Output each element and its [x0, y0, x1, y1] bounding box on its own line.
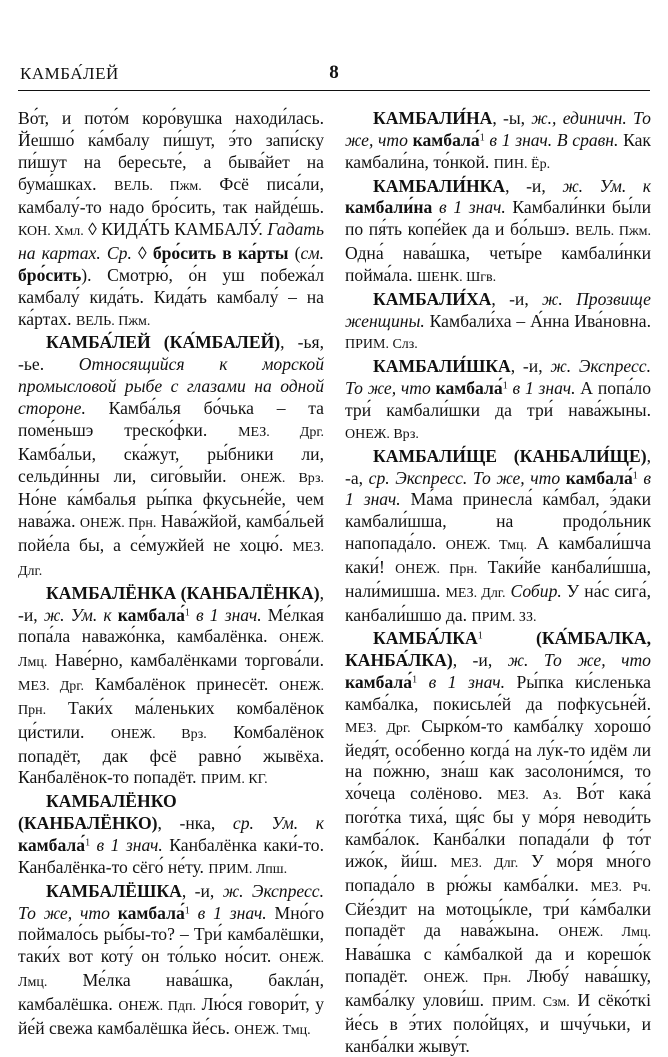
source-label: МЕЗ. Длг. [18, 540, 324, 579]
entry-kambalishka [345, 356, 651, 445]
headword-text: КАМБАЛИ́ШКА [373, 356, 511, 377]
example-text: А попа́ло три́ камбали́шки да три́ нава́жыны. [345, 378, 651, 420]
example-text [190, 903, 198, 923]
definition-text: в 1 знач. [428, 672, 505, 693]
example-text: , -и, [452, 650, 508, 671]
definition-text: в 1 знач. В сравн. [489, 129, 619, 150]
source-label: ПРИМ. ЗЗ. [471, 609, 537, 625]
example-text: , -и, [505, 175, 563, 196]
example-text: Ры́пка ки́сленька камба́лка, покисьле́й да пофкусьне́й. [345, 672, 651, 714]
page-number: 8 [329, 62, 339, 83]
example-text: Мно́го поймало́сь ры́бы-то? – Три́ камбалёшки, таки́х вот коту́ он то́лько но́сит. [18, 902, 324, 967]
example-text: , -и, [491, 288, 543, 309]
source-label: ПРИМ. Слз. [345, 337, 418, 353]
definition-text: см. [300, 243, 324, 264]
entry-kambalka [345, 628, 651, 1057]
example-text: У мо́ря мно́го попада́ло в рю́жы камба́лки. [345, 850, 651, 895]
source-label: ОНЕЖ. Прн. [79, 516, 157, 532]
source-label: ОНЕЖ. Прн. [423, 971, 512, 987]
example-text: Сйе́здит на мотоцы́кле, три́ ка́мбалки попадёт да нава́жына. [345, 898, 651, 941]
running-header [18, 62, 650, 91]
homonym-index: 1 [412, 674, 418, 686]
definition-text: в 1 знач. [439, 197, 506, 218]
example-text: Камбали́ха – А́нна Ива́новна. [424, 310, 651, 331]
source-label: ОНЕЖ. Врз. [240, 470, 324, 486]
left-column [18, 108, 324, 1042]
entry-kambalyonko [18, 791, 324, 880]
example-text: , -нка, [157, 813, 233, 834]
source-label: ПИН. Ёр. [493, 156, 551, 172]
example-text: ( [288, 243, 301, 264]
headword-text: бро́сить [18, 264, 82, 285]
headword-text: КАМБАЛЁНКО (КАНБАЛЁНКО) [18, 791, 177, 834]
example-text: Сырко́м-то камба́лку хорошо́ йедя́т, осо́бенно когда́ на лу́к-то идём ли на по́жню, зна́ш как засолони́мся, то хо́чеца солёново. [345, 715, 651, 804]
entry-kambalikha [345, 289, 651, 357]
source-label: ШЕНК. Шгв. [417, 269, 497, 285]
example-text: Любу́ нава́шку, камба́лку улови́ш. [345, 966, 651, 1010]
example-text: Комбалёнок попадёт, дак фсё равно́ жывёха. Канбалёнок-то попадёт. [18, 721, 324, 788]
headword-text: КАМБАЛИ́ХА [373, 288, 492, 309]
source-label: МЕЗ. Длг. [445, 585, 506, 601]
homonym-index: 1 [477, 630, 483, 642]
homonym-index: 1 [502, 380, 508, 392]
definition-text: Относящийся к морской промысловой рыбе с глазами на одной стороне. [18, 354, 324, 418]
definition-text: Гадать на картах. Ср. [18, 219, 324, 264]
source-label: ОНЕЖ. Врз. [110, 726, 207, 742]
example-text: Ме́лкая попа́ла наважо́нка, камбалёнка. [18, 604, 324, 647]
headword-text: камбала́ [435, 378, 503, 399]
example-text: , -а, [345, 445, 651, 488]
definition-text: ср. Ум. к [232, 813, 324, 834]
source-label: ОНЕЖ. Пдп. [118, 998, 197, 1014]
source-label: ПРИМ. КГ. [200, 772, 268, 788]
source-label: ОНЕЖ. Прн. [18, 679, 324, 718]
source-label: МЕЗ. Дрг. [238, 424, 324, 440]
source-label: МЕЗ. Рч. [590, 879, 652, 895]
example-text: Таки́х ма́леньких комбалёнок ци́стили. [18, 697, 324, 742]
source-label: МЕЗ. Длг. [450, 855, 519, 871]
source-label: ОНЕЖ. Лмц. [18, 951, 324, 991]
example-text: Лю́ся говори́т, у йе́й свежа камбалёшка йе́сь. [18, 993, 324, 1038]
example-text: ◊ КИДА́ТЬ КАМБАЛУ́. [83, 219, 268, 240]
example-text: , -и, [181, 880, 223, 901]
example-text: А камбали́шча каки́! [345, 533, 652, 577]
source-label: МЕЗ. Аз. [497, 788, 562, 804]
definition-text: ср. Экспресс. То же, что [368, 467, 561, 488]
definition-text: в 1 знач. [512, 378, 576, 399]
example-text: Ме́лка нава́шка, бакла́н, камбалёшка. [18, 970, 324, 1014]
homonym-index: 1 [479, 132, 485, 144]
headword-text: камбала́ [117, 902, 185, 923]
source-label: ОНЕЖ. Лмц. [18, 631, 324, 671]
example-text: Одна́ нава́шка, четы́ре камбали́нки пойма́ла. [345, 243, 651, 285]
example-text: Нава́жйой, камба́льей пойе́ла бы, а се́мужйей не хоцю́. [18, 511, 325, 556]
source-label: ОНЕЖ. Тмц. [445, 538, 528, 554]
homonym-index: 1 [632, 470, 638, 481]
definition-text: ж., единичн. То же, что [345, 108, 651, 150]
definition-text: ж. То же, что [507, 650, 651, 671]
definition-text: в 1 знач. [196, 604, 262, 625]
source-label: МЕЗ. Дрг. [18, 679, 84, 695]
source-label: МЕЗ. Дрг. [345, 720, 411, 736]
running-headword: КАМБА́ЛЕЙ [20, 64, 119, 83]
example-text: Камбалёнок принесёт. [83, 674, 280, 695]
definition-text: ж. Экспресс. То же, что [345, 356, 651, 399]
example-text: Камба́льи, ска́жут, ры́бники ли, сельди́нны ли, сиго́выйи. [18, 443, 324, 486]
example-text: У на́с сига́, канбали́шшо да. [345, 580, 651, 625]
source-label: ВЕЛЬ. Пжм. [114, 178, 202, 194]
example-text [432, 197, 439, 217]
entry-kambalishche [345, 446, 651, 629]
definition-text: в 1 знач. [197, 902, 267, 923]
homonym-index: 1 [85, 837, 91, 849]
definition-text: в 1 знач. [96, 835, 163, 855]
headword-text: бро́сить в ка́рты [152, 243, 289, 264]
example-text: Ма́ма принесла́ ка́мбал, э́даки камбали́шша, на продо́льник напопада́ло. [345, 489, 651, 554]
headword-text: КАМБАЛИ́ЩЕ (КАНБАЛИ́ЩЕ) [373, 445, 647, 466]
entry-kambalinka [345, 176, 651, 289]
example-text: , -ья, -ье. [18, 332, 324, 375]
headword-text: (КА́МБАЛКА, КАНБА́ЛКА) [345, 628, 651, 671]
example-text: ). Смотрю́, о́н уш побежа́л камбалу́ кида́ть. Кида́ть камбалу́ – на ка́ртах. [18, 264, 324, 329]
source-label: ОНЕЖ. Прн. [395, 561, 478, 577]
entry-kambalyonka [18, 583, 324, 792]
headword-text: КАМБАЛИ́НКА [373, 175, 506, 196]
headword-text: КАМБАЛИ́НА [373, 108, 493, 128]
example-text: Камба́лья бо́чька – та поме́ньшэ треско́фки. [18, 397, 324, 440]
example-text [110, 903, 118, 923]
source-label: ВЕЛЬ. Пжм. [575, 224, 651, 240]
source-label: ОНЕЖ. Лмц. [558, 925, 651, 941]
headword-text: камбала́ [18, 835, 86, 855]
entry-kambaley [18, 332, 324, 582]
source-label: ПРИМ. Сзм. [491, 994, 570, 1010]
headword-text: КАМБА́ЛЕЙ (КА́МБАЛЕЙ) [46, 332, 281, 353]
entry-kambalyoshka [18, 881, 324, 1042]
headword-text: КАМБАЛЁШКА [46, 880, 182, 901]
definition-text: ж. Ум. к [43, 604, 112, 625]
source-label: ОНЕЖ. Врз. [345, 426, 419, 442]
headword-text: камбала́ [565, 467, 633, 488]
definition-text: в 1 знач. [345, 467, 651, 510]
example-text [483, 628, 536, 648]
headword-text: КАМБАЛЁНКА (КАНБАЛЁНКА) [46, 582, 320, 603]
example-text: Таки́йе канбали́шша, нали́мишша. [345, 556, 651, 601]
continuation-kambala [18, 108, 324, 332]
source-label: ОНЕЖ. Тмц. [234, 1022, 311, 1038]
definition-text: ж. Ум. к [562, 175, 651, 196]
example-text: Наве́рно, камбалёнками торгова́ли. [47, 650, 324, 671]
right-column [345, 108, 651, 1057]
headword-text: камбала́ [412, 129, 480, 150]
example-text: Во́т, и пото́м коро́вушка находи́лась. Йешшо́ ка́мбалу пи́шут, э́то запи́ску пи́шут на бересьте́, а быва́йет на бума́шках. [18, 108, 324, 194]
example-text: , -и, [510, 356, 551, 377]
headword-text: КАМБА́ЛКА [373, 628, 478, 649]
headword-text: камбала́ [117, 604, 185, 625]
source-label: КОН. Хмл. [18, 224, 84, 240]
definition-text: Собир. [510, 580, 562, 601]
definition-text: ж. Прозвище женщины. [345, 288, 651, 331]
entry-kambalina [345, 108, 651, 176]
source-label: ВЕЛЬ. Пжм. [75, 313, 151, 329]
headword-text: камбала́ [345, 672, 413, 693]
example-text: Нава́шка с ка́мбалкой да и корешо́к попадёт. [345, 944, 651, 987]
example-text [417, 672, 429, 692]
example-text: , -и, [18, 582, 324, 625]
homonym-index: 1 [184, 607, 190, 619]
homonym-index: 1 [184, 905, 190, 917]
example-text: Камбали́нки бы́ли по пя́ть копе́йек да и бо́льшэ. [345, 197, 651, 240]
example-text: Во́т кака́ поrо́тка тиха́, щя́с бы у мо́ря неводи́ть камба́лок. Канба́лки попада́ли ф то́т ижо́к, йи́ш. [345, 783, 652, 871]
example-text: И сёко́ткі йе́сь в э́тих поло́йцях, и шчу́чьки, и канба́лки жыву́т. [345, 989, 651, 1056]
headword-text: камбали́на [345, 197, 433, 218]
example-text: ◊ [131, 243, 153, 264]
example-text: , -ы, [492, 108, 532, 128]
definition-text: ж. Экспресс. То же, что [18, 880, 324, 923]
example-text: Фсё писа́ли, камбалу́-то надо бро́сить, так найде́шь. [18, 173, 324, 218]
source-label: ПРИМ. Лпш. [208, 861, 288, 877]
example-text: Но́не ка́мбалья ры́пка фкусьне́йе, чем нава́жа. [18, 489, 324, 532]
example-text: Канбалёнка каки́-то. Канбалёнка-то сёго́ не́ту. [18, 835, 324, 877]
example-text: Как камбали́на, то́нкой. [345, 129, 651, 172]
